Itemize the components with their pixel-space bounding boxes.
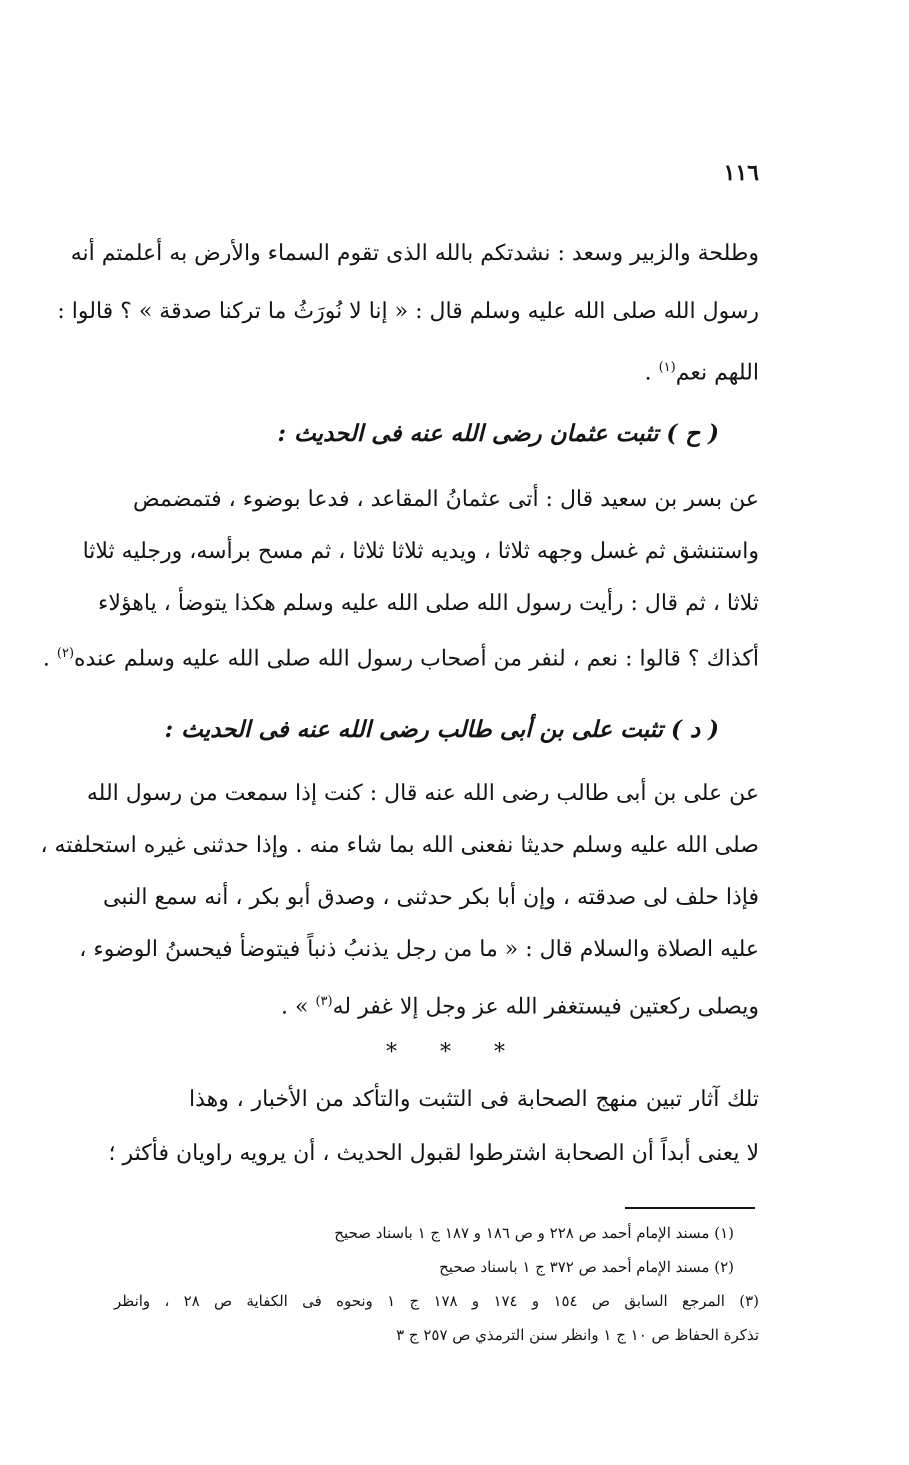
footnote-ref: (٣): [315, 994, 333, 1009]
text-line: وطلحة والزبير وسعد : نشدتكم بالله الذى تقوم السماء والأرض به أعلمتم أنه: [70, 241, 759, 266]
text-line: فإذا حلف لى صدقته ، وإن أبا بكر حدثنى ، وصدق أبو بكر ، أنه سمع النبى: [103, 885, 759, 910]
text-fragment: ويصلى ركعتين فيستغفر الله عز وجل إلا غفر له: [332, 994, 759, 1020]
footnote: (٢) مسند الإمام أحمد ص ٣٧٢ ج ١ باسناد صحيح: [439, 1258, 734, 1276]
text-fragment: .: [644, 360, 652, 386]
text-line: عن على بن أبى طالب رضى الله عنه قال : كنت إذا سمعت من رسول الله: [86, 781, 759, 806]
text-line: رسول الله صلى الله عليه وسلم قال : « إنا لا نُورَثُ ما تركنا صدقة » ؟ قالوا :: [57, 299, 759, 324]
text-line: صلى الله عليه وسلم حديثا نفعنى الله بما شاء منه . وإذا حدثنى غيره استحلفته ،: [40, 833, 759, 858]
footnote-ref: (١): [658, 360, 676, 375]
section-heading: ( د ) تثبت على بن أبى طالب رضى الله عنه فى الحديث :: [164, 716, 719, 743]
text-fragment: » .: [281, 994, 309, 1020]
text-line: عن بسر بن سعيد قال : أتى عثمانُ المقاعد ، فدعا بوضوء ، فتمضمض: [133, 487, 759, 512]
text-line: تلك آثار تبين منهج الصحابة فى التثبت والتأكد من الأخبار ، وهذا: [189, 1087, 759, 1112]
section-separator: * * *: [386, 1040, 523, 1065]
text-line: عليه الصلاة والسلام قال : « ما من رجل يذنبُ ذنباً فيتوضأ فيحسنُ الوضوء ،: [79, 937, 759, 962]
text-line: [42, 638, 759, 675]
text-fragment: اللهم نعم: [675, 360, 759, 386]
text-line: [149, 352, 759, 389]
text-line: ثلاثا ، ثم قال : رأيت رسول الله صلى الله عليه وسلم هكذا يتوضأ ، ياهؤلاء: [98, 591, 759, 616]
text-line: واستنشق ثم غسل وجهه ثلاثا ، ويديه ثلاثا ثلاثا ، ثم مسح برأسه، ورجليه ثلاثا: [82, 539, 759, 564]
text-line: لا يعنى أبداً أن الصحابة اشترطوا لقبول الحديث ، أن يرويه راويان فأكثر ؛: [108, 1141, 759, 1166]
footnote: (١) مسند الإمام أحمد ص ٢٢٨ و ص ١٨٦ و ١٨٧ ج ١ باسناد صحيح: [334, 1224, 734, 1242]
text-line: [149, 986, 759, 1023]
footnote: تذكرة الحفاظ ص ١٠ ج ١ وانظر سنن الترمذي ص ٢٥٧ ج ٣: [396, 1326, 759, 1344]
footnote: (٣) المرجع السابق ص ١٥٤ و ١٧٤ و ١٧٨ ج ١ ونحوه فى الكفاية ص ٢٨ ، وانظر: [114, 1292, 760, 1310]
page-number: ١١٦: [723, 160, 759, 186]
section-heading: ( ح ) تثبت عثمان رضى الله عنه فى الحديث :: [277, 420, 719, 447]
text-fragment: .: [42, 646, 50, 672]
text-fragment: أكذاك ؟ قالوا : نعم ، لنفر من أصحاب رسول الله صلى الله عليه وسلم عنده: [74, 646, 759, 672]
footnote-ref: (٢): [56, 646, 75, 661]
footnote-divider: [625, 1207, 755, 1209]
